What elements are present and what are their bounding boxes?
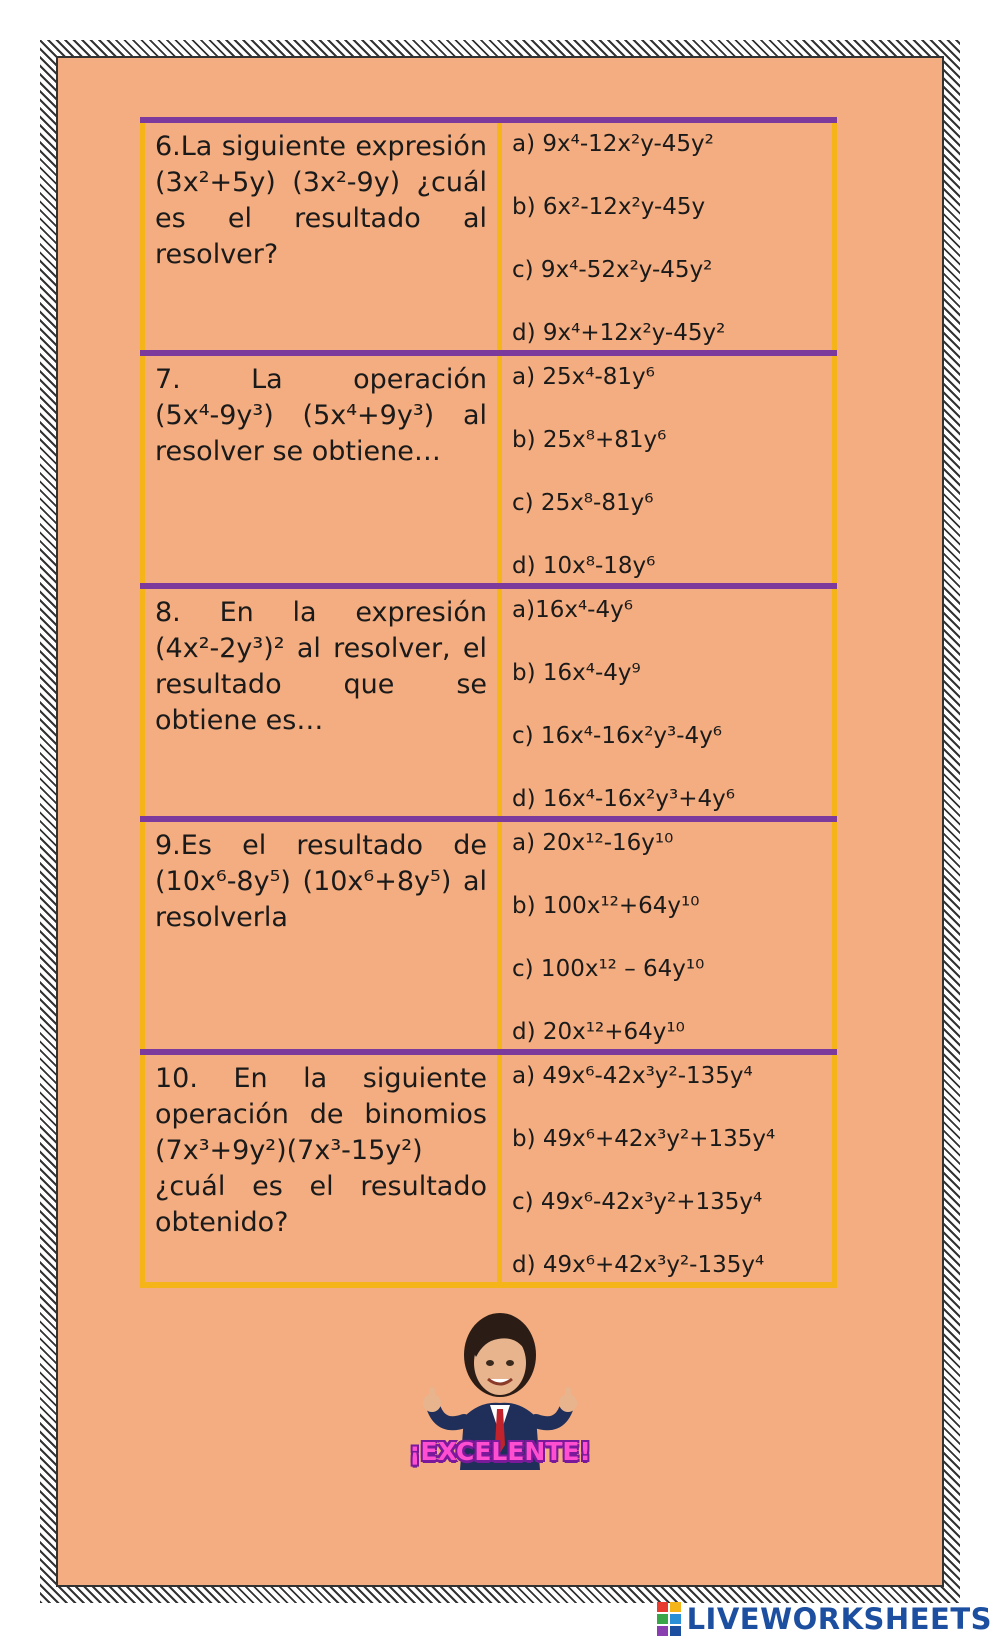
answer-option[interactable]: c) 100x¹² – 64y¹⁰ bbox=[512, 956, 705, 982]
answer-option[interactable]: d) 10x⁸-18y⁶ bbox=[512, 553, 656, 579]
answer-option[interactable]: b) 100x¹²+64y¹⁰ bbox=[512, 893, 700, 919]
answer-option[interactable]: c) 9x⁴-52x²y-45y² bbox=[512, 257, 713, 283]
answer-option[interactable]: b) 16x⁴-4y⁹ bbox=[512, 660, 641, 686]
question-row bbox=[143, 586, 835, 819]
answer-option[interactable]: a) 9x⁴-12x²y-45y² bbox=[512, 131, 714, 157]
liveworksheets-logo-icon bbox=[657, 1602, 681, 1636]
question-row bbox=[143, 120, 835, 353]
question-text: 8. En la expresión (4x²-2y³)² al resolver, el resultado que se obtiene es… bbox=[143, 586, 500, 819]
answer-options bbox=[500, 819, 835, 1052]
answer-option[interactable]: a)16x⁴-4y⁶ bbox=[512, 597, 633, 623]
answer-option[interactable]: d) 20x¹²+64y¹⁰ bbox=[512, 1019, 685, 1045]
question-row bbox=[143, 1052, 835, 1285]
answer-options bbox=[500, 120, 835, 353]
answer-option[interactable]: d) 16x⁴-16x²y³+4y⁶ bbox=[512, 786, 735, 812]
answer-option[interactable]: b) 49x⁶+42x³y²+135y⁴ bbox=[512, 1126, 776, 1152]
answer-option[interactable]: c) 49x⁶-42x³y²+135y⁴ bbox=[512, 1189, 763, 1215]
questions-table bbox=[140, 117, 837, 1288]
answer-option[interactable]: d) 49x⁶+42x³y²-135y⁴ bbox=[512, 1252, 765, 1278]
excellent-badge: ¡EXCELENTE! bbox=[409, 1437, 591, 1466]
answer-option[interactable]: b) 6x²-12x²y-45y bbox=[512, 194, 706, 220]
answer-options bbox=[500, 1052, 835, 1285]
question-text: 7. La operación (5x⁴-9y³) (5x⁴+9y³) al resolver se obtiene… bbox=[143, 353, 500, 586]
question-row bbox=[143, 819, 835, 1052]
answer-option[interactable]: c) 25x⁸-81y⁶ bbox=[512, 490, 654, 516]
answer-option[interactable]: d) 9x⁴+12x²y-45y² bbox=[512, 320, 726, 346]
answer-option[interactable]: a) 20x¹²-16y¹⁰ bbox=[512, 830, 674, 856]
answer-option[interactable]: a) 25x⁴-81y⁶ bbox=[512, 364, 655, 390]
answer-option[interactable]: b) 25x⁸+81y⁶ bbox=[512, 427, 667, 453]
question-text: 10. En la siguiente operación de binomios (7x³+9y²)(7x³-15y²) ¿cuál es el resultado obtenido? bbox=[143, 1052, 500, 1285]
question-row bbox=[143, 353, 835, 586]
answer-option[interactable]: c) 16x⁴-16x²y³-4y⁶ bbox=[512, 723, 723, 749]
liveworksheets-watermark bbox=[657, 1599, 992, 1639]
answer-options bbox=[500, 586, 835, 819]
question-text: 9.Es el resultado de (10x⁶-8y⁵) (10x⁶+8y⁵) al resolverla bbox=[143, 819, 500, 1052]
watermark-text: LIVEWORKSHEETS bbox=[686, 1602, 992, 1636]
question-text: 6.La siguiente expresión (3x²+5y) (3x²-9y) ¿cuál es el resultado al resolver? bbox=[143, 120, 500, 353]
answer-option[interactable]: a) 49x⁶-42x³y²-135y⁴ bbox=[512, 1063, 753, 1089]
answer-options bbox=[500, 353, 835, 586]
